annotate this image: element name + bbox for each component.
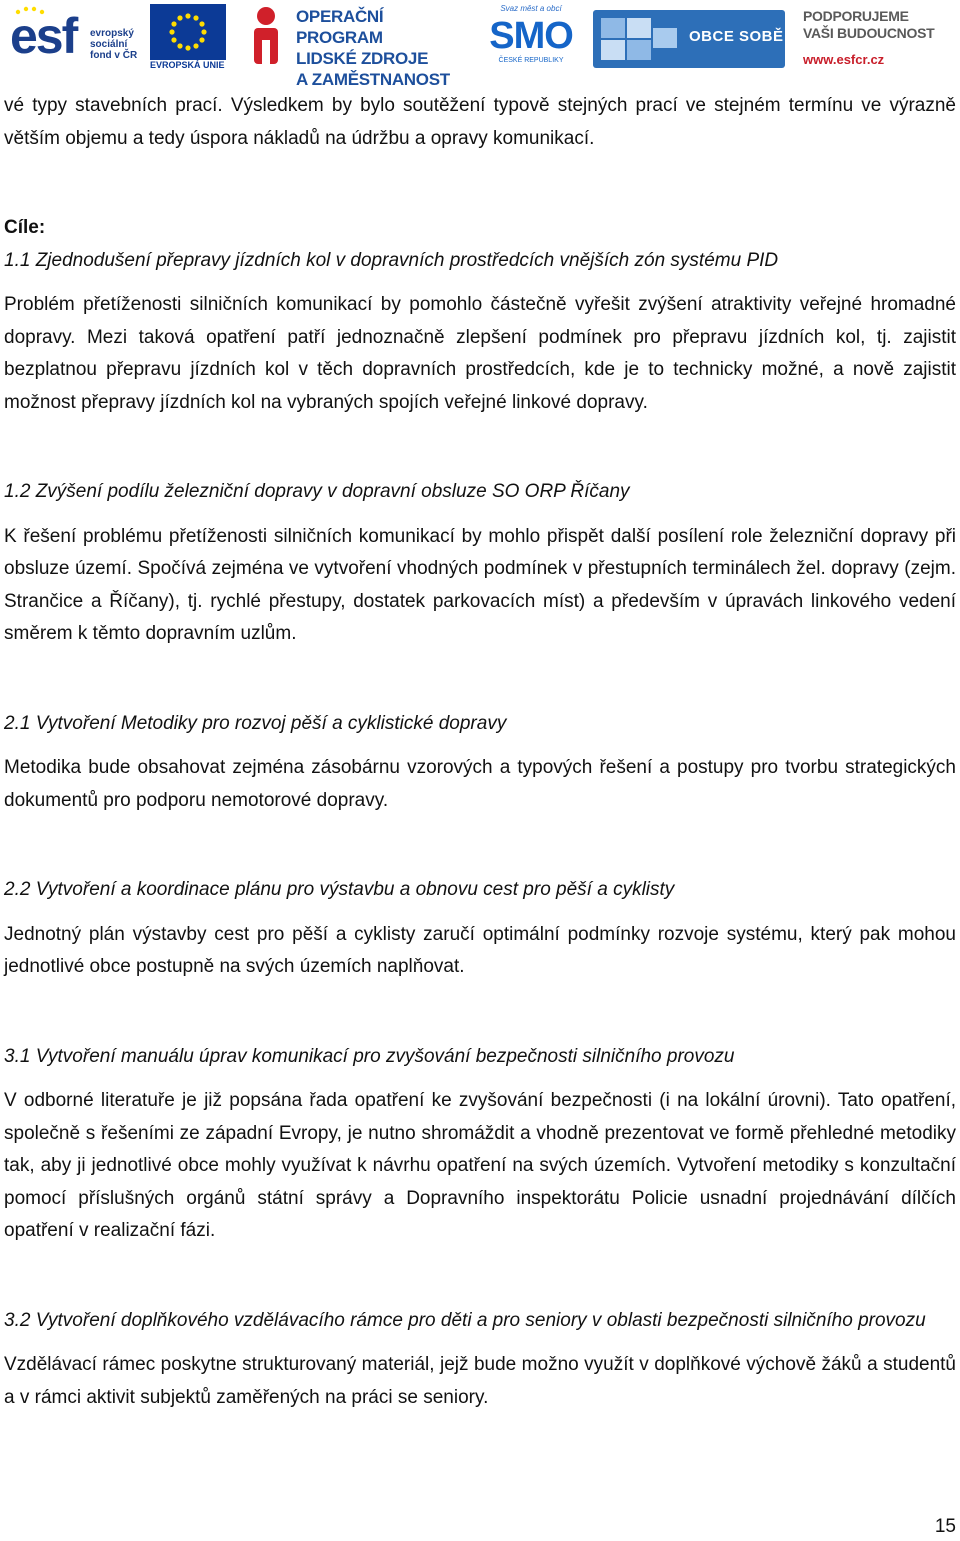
obce-sobe-logo [593,10,785,68]
smo-mark: SMO [489,15,573,57]
section-heading-2-1: 2.1 Vytvoření Metodiky pro rozvoj pěší a cyklistické dopravy [4,712,507,734]
eu-stars-icon [150,4,226,60]
section-heading-2-2: 2.2 Vytvoření a koordinace plánu pro výstavbu a obnovu cest pro pěší a cyklisty [4,879,675,900]
eu-logo [150,4,230,70]
intro-paragraph: vé typy stavebních prací. Výsledkem by bylo soutěžení typově stejných prací ve stejném termínu ve výrazně větším objemu a tedy úspora nákladů na údržbu a opravy komunikací. [4,95,956,149]
section-text-2-2: Jednotný plán výstavby cest pro pěší a cyklisty zaručí optimální podmínky rozvoje systému, který pak mohou jednotlivé obce postupně na svých územích naplňovat. [4,923,956,977]
esf-logo [10,4,146,70]
esf-caption: evropský sociální fond v ČR [90,28,138,61]
smo-logo [487,4,577,70]
section-heading-1-2: 1.2 Zvýšení podílu železniční dopravy v dopravní obsluze SO ORP Říčany [4,481,630,502]
smo-tagline: Svaz měst a obcí [500,4,562,13]
podporujeme-logo [803,4,953,70]
op-lzz-logo [244,4,474,89]
goals-heading: Cíle: [4,217,46,238]
page-number: 15 [934,1516,956,1537]
section-text-1-2: K řešení problému přetíženosti silničních komunikací by mohlo přispět další posílení role železniční dopravy při obsluze území. Spočívá zejména ve vytvoření vhodných podmínek v přestupních terminálech žel. dopravy (zejm. Strančice a Říčany), tj. rychlé přestupy, dostatek parkovacích míst) a především v úpravách linkového vedení směrem k těmto dopravním uzlům. [4,525,956,644]
section-heading-3-1: 3.1 Vytvoření manuálu úprav komunikací pro zvyšování bezpečnosti silničního provozu [4,1045,735,1067]
section-text-3-2: Vzdělávací rámec poskytne strukturovaný materiál, jejž bude možno využít v doplňkové výchově žáků a studentů a v rámci aktivit subjektů zaměřených na práci se seniory. [4,1354,956,1408]
section-text-3-1: V odborné literatuře je již popsána řada opatření ke zvyšování bezpečnosti (i na lokální úrovni). Tato opatření, společně s řešeními ze západní Evropy, je nutno shromáždit a vhodně prezentovat ve formě přehledné metodiky tak, aby ji jednotlivé obce mohly využívat k návrhu opatření na svých územích. Vytvoření metodiky s konzultační pomocí příslušných orgánů státní správy a Dopravního inspektorátu Policie usnadní projednávání dílčích opatření v realizační fázi. [4,1090,956,1241]
section-text-1-1: Problém přetíženosti silničních komunikací by pomohlo částečně vyřešit zvýšení atraktivity veřejné hromadné dopravy. Mezi taková opatření patří jednoznačně zlepšení podmínek pro přepravu jízdních kol, tj. zajistit bezplatnou přepravu jízdních kol v těch dopravních prostředcích, kde je to technicky možné, a nově zajistit možnost přepravy jízdních kol na vybraných spojích veřejné linkové dopravy. [4,294,956,413]
esfcr-url: www.esfcr.cz [803,52,885,67]
eu-caption: EVROPSKÁ UNIE [150,60,225,70]
podporujeme-text: PODPORUJEME VAŠI BUDOUCNOST [803,8,935,41]
obce-sobe-text: OBCE SOBĚ [689,28,784,45]
esf-mark: esf [10,8,77,64]
document-body [4,90,956,1414]
puzzle-icon [599,14,683,64]
op-figure-icon [244,4,288,68]
section-heading-1-1: 1.1 Zjednodušení přepravy jízdních kol v dopravních prostředcích vnějších zón systému PID [4,249,779,271]
eu-flag-icon [150,4,226,60]
section-text-2-1: Metodika bude obsahovat zejména zásobárnu vzorových a typových řešení a postupy pro tvorbu strategických dokumentů pro podporu nemotorové dopravy. [4,757,956,811]
logo-header [0,0,960,89]
op-title: OPERAČNÍ PROGRAM LIDSKÉ ZDROJE A ZAMĚSTNANOST [296,7,450,89]
section-heading-3-2: 3.2 Vytvoření doplňkového vzdělávacího rámce pro děti a pro seniory v oblasti bezpečnosti silničního provozu [4,1309,926,1331]
smo-subtitle: ČESKÉ REPUBLIKY [498,57,564,64]
